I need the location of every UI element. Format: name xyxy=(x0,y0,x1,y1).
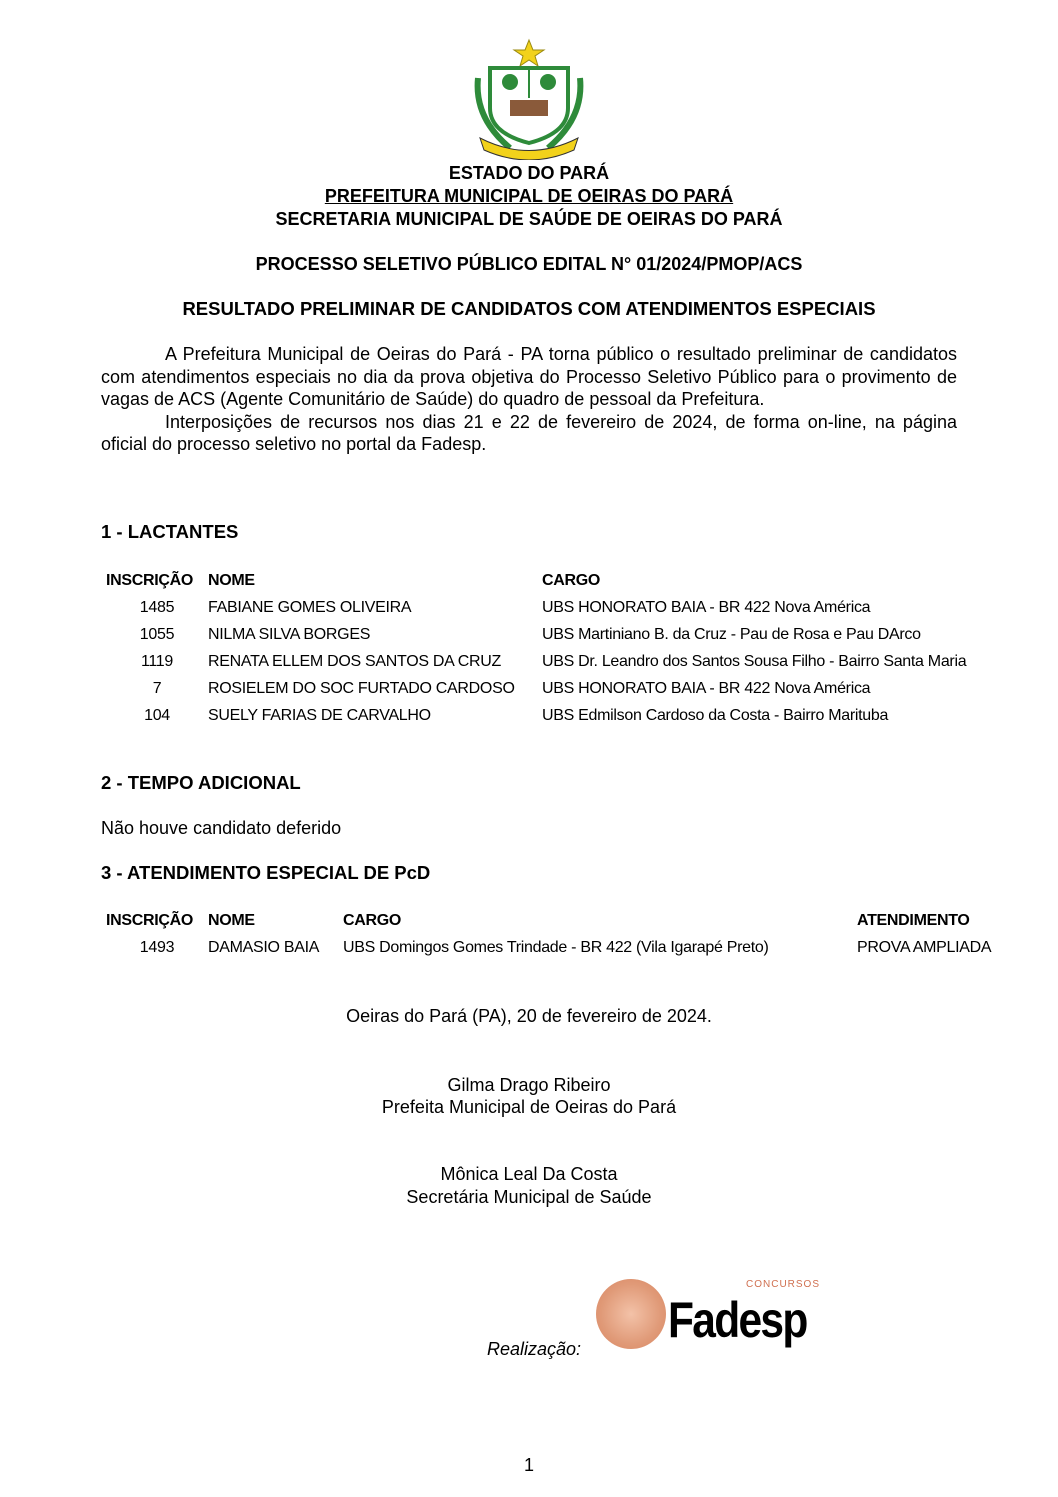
process-heading: PROCESSO SELETIVO PÚBLICO EDITAL N° 01/2024/PMOP/ACS xyxy=(255,254,803,274)
inscricao-cell: 104 xyxy=(144,706,170,724)
table-header-row xyxy=(106,567,966,594)
secretaria-heading: SECRETARIA MUNICIPAL DE SAÚDE DE OEIRAS DO PARÁ xyxy=(275,209,783,229)
table-header-row xyxy=(106,907,991,934)
inscricao-cell: 7 xyxy=(152,679,162,697)
pcd-table xyxy=(106,907,991,961)
inscricao-cell: 1055 xyxy=(139,625,175,643)
col-inscricao: INSCRIÇÃO xyxy=(106,911,194,929)
signature-1-name: Gilma Drago Ribeiro xyxy=(447,1075,611,1095)
table-row xyxy=(106,648,966,675)
fadesp-logo xyxy=(596,1279,828,1351)
cargo-cell: UBS Domingos Gomes Trindade - BR 422 (Vila Igarapé Preto) xyxy=(343,938,769,956)
section-pcd-title: 3 - ATENDIMENTO ESPECIAL DE PcD xyxy=(101,862,431,883)
municipal-crest-logo xyxy=(470,38,588,160)
cargo-cell: UBS Dr. Leandro dos Santos Sousa Filho - Bairro Santa Maria xyxy=(542,652,967,670)
nome-cell: RENATA ELLEM DOS SANTOS DA CRUZ xyxy=(208,652,501,670)
table-row xyxy=(106,702,966,729)
prefeitura-heading: PREFEITURA MUNICIPAL DE OEIRAS DO PARÁ xyxy=(324,186,734,206)
signature-2-role: Secretária Municipal de Saúde xyxy=(406,1187,652,1207)
cargo-cell: UBS Martiniano B. da Cruz - Pau de Rosa e Pau DArco xyxy=(542,625,921,643)
intro-paragraph-1: A Prefeitura Municipal de Oeiras do Pará - PA torna público o resultado preliminar de candidatos com atendimentos especiais no dia da prova objetiva do Processo Seletivo Público para o provimento de vagas de ACS (Agente Comunitário de Saúde) do quadro de pessoal da Prefeitura. xyxy=(101,344,957,409)
date-line: Oeiras do Pará (PA), 20 de fevereiro de 2024. xyxy=(346,1006,712,1026)
signature-2-name: Mônica Leal Da Costa xyxy=(440,1164,618,1184)
table-row xyxy=(106,594,966,621)
realizacao-label: Realização: xyxy=(487,1339,582,1359)
intro-text xyxy=(101,343,957,456)
col-inscricao: INSCRIÇÃO xyxy=(106,571,194,589)
state-heading: ESTADO DO PARÁ xyxy=(448,163,610,183)
table-row xyxy=(106,621,966,648)
atendimento-cell: PROVA AMPLIADA xyxy=(857,938,992,956)
cargo-cell: UBS HONORATO BAIA - BR 422 Nova América xyxy=(542,598,871,616)
lactantes-table xyxy=(106,567,966,729)
section-lactantes-title: 1 - LACTANTES xyxy=(101,521,239,542)
document-title: RESULTADO PRELIMINAR DE CANDIDATOS COM ATENDIMENTOS ESPECIAIS xyxy=(182,298,876,319)
signature-1-role: Prefeita Municipal de Oeiras do Pará xyxy=(381,1097,677,1117)
inscricao-cell: 1485 xyxy=(139,598,175,616)
page-number: 1 xyxy=(523,1455,534,1475)
intro-paragraph-2: Interposições de recursos nos dias 21 e 22 de fevereiro de 2024, de forma on-line, na página oficial do processo seletivo no portal da Fadesp. xyxy=(101,411,957,454)
section-tempo-text: Não houve candidato deferido xyxy=(101,818,342,838)
nome-cell: SUELY FARIAS DE CARVALHO xyxy=(208,706,431,724)
nome-cell: FABIANE GOMES OLIVEIRA xyxy=(208,598,412,616)
inscricao-cell: 1119 xyxy=(140,652,174,670)
nome-cell: ROSIELEM DO SOC FURTADO CARDOSO xyxy=(208,679,515,697)
nome-cell: DAMASIO BAIA xyxy=(208,938,320,956)
nome-cell: NILMA SILVA BORGES xyxy=(208,625,371,643)
col-atendimento: ATENDIMENTO xyxy=(857,911,970,929)
table-row xyxy=(106,675,966,702)
section-tempo-title: 2 - TEMPO ADICIONAL xyxy=(101,772,301,793)
fadesp-wordmark: Fadesp xyxy=(668,1292,807,1348)
cargo-cell: UBS Edmilson Cardoso da Costa - Bairro Marituba xyxy=(542,706,889,724)
table-row xyxy=(106,934,991,961)
col-nome: NOME xyxy=(208,571,255,589)
fadesp-concursos-text: CONCURSOS xyxy=(746,1279,821,1290)
cargo-cell: UBS HONORATO BAIA - BR 422 Nova América xyxy=(542,679,871,697)
fadesp-emblem-icon xyxy=(596,1279,666,1349)
inscricao-cell: 1493 xyxy=(139,938,175,956)
col-cargo: CARGO xyxy=(542,571,601,589)
col-nome: NOME xyxy=(208,911,255,929)
col-cargo: CARGO xyxy=(343,911,402,929)
